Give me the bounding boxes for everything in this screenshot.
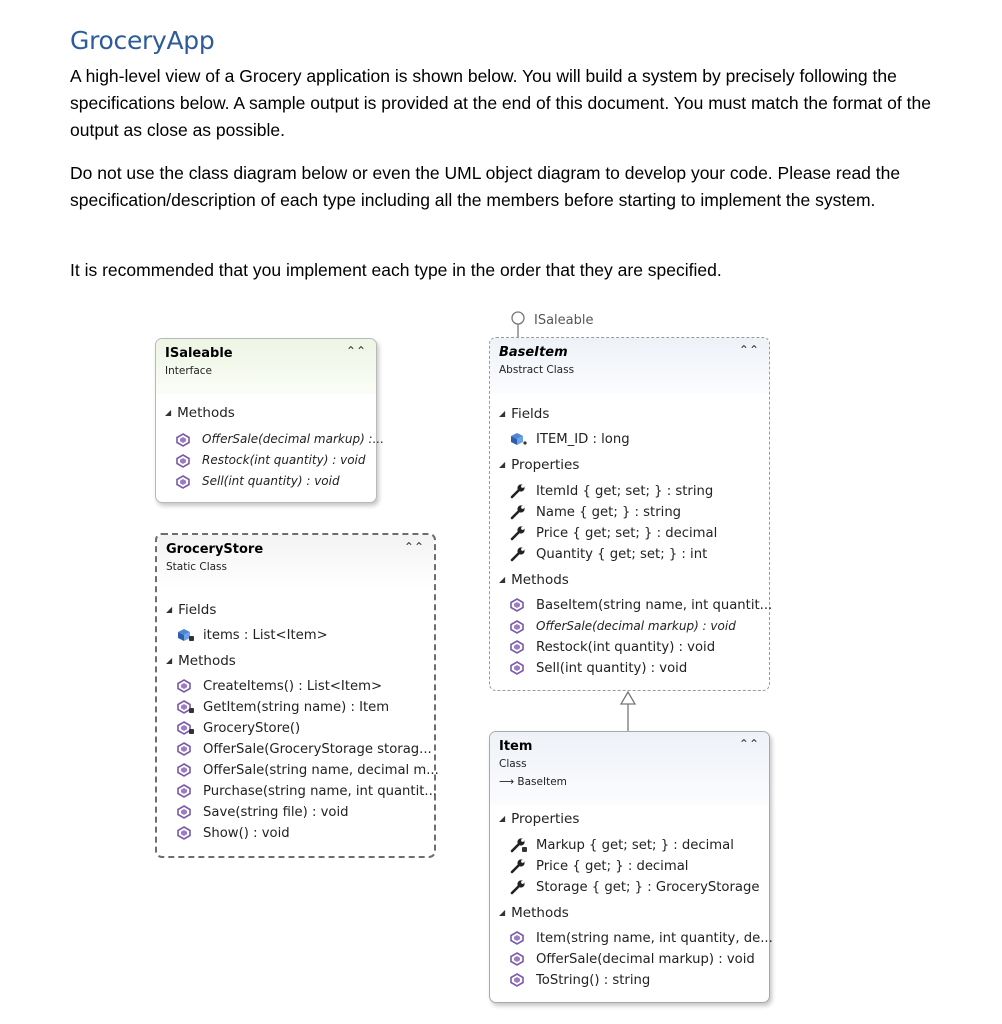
wrench-icon	[510, 879, 528, 895]
field-icon	[510, 432, 528, 446]
method-offersale-storage: OfferSale(GroceryStorage storag...	[177, 742, 432, 757]
private-method-icon	[177, 700, 195, 714]
field-items: items : List<Item>	[177, 628, 328, 643]
method-offersale: OfferSale(decimal markup) : void	[510, 952, 755, 967]
methods-section-header[interactable]: ◢ Methods	[165, 405, 235, 421]
baseitem-name: BaseItem	[499, 345, 568, 360]
member-sell: Sell(int quantity) : void	[176, 474, 340, 489]
public-method-icon	[177, 763, 195, 777]
expand-triangle-icon: ◢	[166, 605, 173, 614]
property-price: Price { get; } : decimal	[510, 858, 688, 874]
method-purchase: Purchase(string name, int quantit...	[177, 784, 437, 799]
item-class-box[interactable]	[489, 731, 773, 1003]
public-method-icon	[177, 805, 195, 819]
expand-triangle-icon: ◢	[499, 409, 506, 418]
isaleable-header	[156, 339, 376, 394]
lollipop-label: ISaleable	[534, 313, 594, 328]
inherits-arrow-icon: ⟶	[499, 776, 515, 788]
property-storage: Storage { get; } : GroceryStorage	[510, 879, 760, 895]
member-offersale: OfferSale(decimal markup) :...	[176, 432, 384, 447]
method-save: Save(string file) : void	[177, 805, 349, 820]
wrench-icon	[510, 504, 528, 520]
properties-section-header[interactable]: ◢ Properties	[499, 811, 580, 827]
wrench-icon	[510, 483, 528, 499]
expand-triangle-icon: ◢	[499, 575, 506, 584]
property-itemid: ItemId { get; set; } : string	[510, 483, 713, 499]
collapse-icon[interactable]: ⌃⌃	[345, 344, 366, 358]
wrench-icon	[510, 525, 528, 541]
method-grocerystore-ctor: GroceryStore()	[177, 721, 300, 736]
private-field-icon	[177, 628, 195, 642]
item-base-class: ⟶ BaseItem	[499, 776, 567, 788]
fields-section-header[interactable]: ◢ Fields	[499, 406, 550, 422]
item-kind: Class	[499, 758, 527, 770]
property-markup: Markup { get; set; } : decimal	[510, 837, 734, 853]
public-method-icon	[177, 742, 195, 756]
public-method-icon	[176, 454, 194, 468]
expand-triangle-icon: ◢	[499, 814, 506, 823]
private-method-icon	[177, 721, 195, 735]
property-quantity: Quantity { get; set; } : int	[510, 546, 707, 562]
method-getitem: GetItem(string name) : Item	[177, 700, 389, 715]
page-title: GroceryApp	[70, 26, 215, 55]
isaleable-name: ISaleable	[165, 346, 233, 361]
grocerystore-name: GroceryStore	[166, 542, 264, 557]
wrench-icon	[510, 546, 528, 562]
grocerystore-kind: Static Class	[166, 561, 227, 573]
isaleable-interface-box[interactable]	[155, 338, 385, 503]
expand-triangle-icon: ◢	[499, 460, 506, 469]
member-restock: Restock(int quantity) : void	[176, 453, 365, 468]
property-price: Price { get; set; } : decimal	[510, 525, 717, 541]
intro-paragraph: A high-level view of a Grocery application is shown below. You will build a system by precisely following the specifications below. A sample output is provided at the end of this document. You must match the format of the output as close as possible.	[70, 66, 931, 140]
field-item-id: ITEM_ID : long	[510, 432, 630, 447]
public-method-icon	[177, 826, 195, 840]
baseitem-kind: Abstract Class	[499, 364, 575, 376]
method-show: Show() : void	[177, 826, 290, 841]
grocerystore-class-box[interactable]	[155, 533, 439, 858]
item-header	[490, 732, 769, 805]
method-offersale-name: OfferSale(string name, decimal m...	[177, 763, 439, 778]
method-tostring: ToString() : string	[510, 973, 650, 988]
fields-section-header[interactable]: ◢ Fields	[166, 602, 217, 618]
collapse-icon[interactable]: ⌃⌃	[738, 737, 759, 751]
expand-triangle-icon: ◢	[166, 656, 173, 665]
public-method-icon	[510, 640, 528, 654]
grocerystore-header	[157, 535, 434, 590]
public-method-icon	[177, 784, 195, 798]
public-method-icon	[176, 475, 194, 489]
public-method-icon	[510, 620, 528, 634]
private-wrench-icon	[510, 837, 528, 853]
baseitem-class-box[interactable]	[489, 337, 773, 691]
instructions-paragraph: Do not use the class diagram below or even the UML object diagram to develop your code. Please read the specification/description of each type including all the members before starting to implement the system.	[70, 163, 901, 210]
expand-triangle-icon: ◢	[499, 908, 506, 917]
wrench-icon	[510, 858, 528, 874]
methods-section-header[interactable]: ◢ Methods	[499, 905, 569, 921]
methods-section-header[interactable]: ◢ Methods	[166, 653, 236, 669]
public-method-icon	[510, 931, 528, 945]
collapse-icon[interactable]: ⌃⌃	[738, 343, 759, 357]
property-name: Name { get; } : string	[510, 504, 681, 520]
isaleable-kind: Interface	[165, 365, 213, 377]
public-method-icon	[510, 952, 528, 966]
method-createitems: CreateItems() : List<Item>	[177, 679, 382, 694]
method-baseitem-ctor: BaseItem(string name, int quantit...	[510, 598, 772, 613]
method-offersale: OfferSale(decimal markup) : void	[510, 619, 736, 634]
expand-triangle-icon: ◢	[165, 408, 172, 417]
method-item-ctor: Item(string name, int quantity, de...	[510, 931, 773, 946]
baseitem-header	[490, 338, 769, 393]
item-name: Item	[499, 739, 533, 754]
public-method-icon	[510, 661, 528, 675]
public-method-icon	[177, 679, 195, 693]
method-restock: Restock(int quantity) : void	[510, 640, 715, 655]
collapse-icon[interactable]: ⌃⌃	[403, 540, 424, 554]
public-method-icon	[176, 433, 194, 447]
method-sell: Sell(int quantity) : void	[510, 661, 687, 676]
recommendation-paragraph: It is recommended that you implement each type in the order that they are specified.	[70, 260, 722, 280]
public-method-icon	[510, 598, 528, 612]
properties-section-header[interactable]: ◢ Properties	[499, 457, 580, 473]
methods-section-header[interactable]: ◢ Methods	[499, 572, 569, 588]
public-method-icon	[510, 973, 528, 987]
